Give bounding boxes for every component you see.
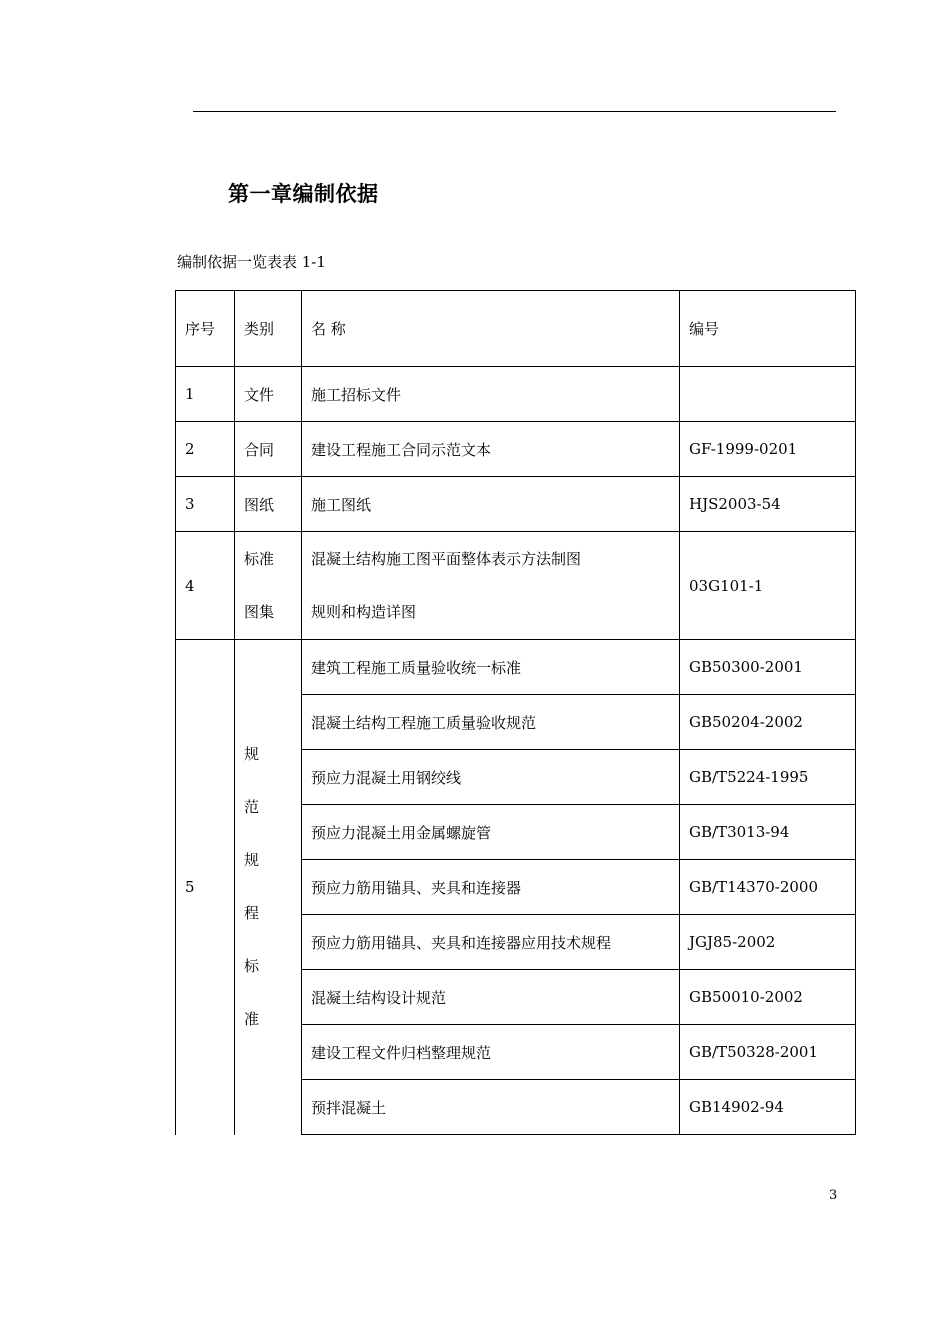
- row-category: 文件: [235, 367, 302, 422]
- row-category: [235, 532, 302, 640]
- header-rule: [193, 111, 836, 112]
- page-number: 3: [829, 1188, 838, 1203]
- row-code: GB50300-2001: [680, 640, 856, 695]
- row-seq: 3: [176, 477, 235, 532]
- basis-table: [175, 290, 856, 1135]
- name-line: 混凝土结构施工图平面整体表示方法制图: [311, 549, 582, 568]
- row-code: JGJ85-2002: [680, 915, 856, 970]
- table-row: [176, 532, 856, 640]
- row-name: 预应力筋用锚具、夹具和连接器应用技术规程: [302, 915, 680, 970]
- table-header-row: [176, 291, 856, 367]
- table-row: [176, 640, 856, 695]
- category-char: 规: [244, 745, 260, 764]
- category-char: 准: [244, 1010, 260, 1029]
- row-name: 预应力筋用锚具、夹具和连接器: [302, 860, 680, 915]
- row-code: GF-1999-0201: [680, 422, 856, 477]
- row-name: 预应力混凝土用钢绞线: [302, 750, 680, 805]
- row-code: GB/T5224-1995: [680, 750, 856, 805]
- row-code: GB/T14370-2000: [680, 860, 856, 915]
- header-name: 名 称: [302, 291, 680, 367]
- table-row: [176, 477, 856, 532]
- category-line: 标准: [244, 549, 275, 568]
- row-code: GB50204-2002: [680, 695, 856, 750]
- category-line: 图集: [244, 602, 275, 621]
- row-name: [302, 532, 680, 640]
- row-name: 混凝土结构设计规范: [302, 970, 680, 1025]
- row-name: 建设工程文件归档整理规范: [302, 1025, 680, 1080]
- row-name: 施工图纸: [302, 477, 680, 532]
- category-char: 标: [244, 957, 260, 976]
- group-seq: 5: [176, 640, 235, 1135]
- row-code: GB14902-94: [680, 1080, 856, 1135]
- category-char: 规: [244, 851, 260, 870]
- table-row: [176, 422, 856, 477]
- category-char: 范: [244, 798, 260, 817]
- row-category: 合同: [235, 422, 302, 477]
- name-line: 规则和构造详图: [311, 602, 417, 621]
- row-seq: 4: [176, 532, 235, 640]
- row-seq: 2: [176, 422, 235, 477]
- row-code: [680, 367, 856, 422]
- table-caption: 编制依据一览表表 1-1: [177, 253, 326, 271]
- group-category: [235, 640, 302, 1135]
- header-seq: 序号: [176, 291, 235, 367]
- row-seq: 1: [176, 367, 235, 422]
- row-category: 图纸: [235, 477, 302, 532]
- header-category: 类别: [235, 291, 302, 367]
- header-code: 编号: [680, 291, 856, 367]
- row-name: 预应力混凝土用金属螺旋管: [302, 805, 680, 860]
- row-code: GB/T50328-2001: [680, 1025, 856, 1080]
- row-name: 建筑工程施工质量验收统一标准: [302, 640, 680, 695]
- row-name: 施工招标文件: [302, 367, 680, 422]
- row-name: 混凝土结构工程施工质量验收规范: [302, 695, 680, 750]
- row-code: GB/T3013-94: [680, 805, 856, 860]
- table-row: [176, 367, 856, 422]
- row-code: HJS2003-54: [680, 477, 856, 532]
- row-code: 03G101-1: [680, 532, 856, 640]
- row-code: GB50010-2002: [680, 970, 856, 1025]
- row-name: 预拌混凝土: [302, 1080, 680, 1135]
- category-char: 程: [244, 904, 260, 923]
- row-name: 建设工程施工合同示范文本: [302, 422, 680, 477]
- chapter-title: 第一章编制依据: [228, 182, 379, 206]
